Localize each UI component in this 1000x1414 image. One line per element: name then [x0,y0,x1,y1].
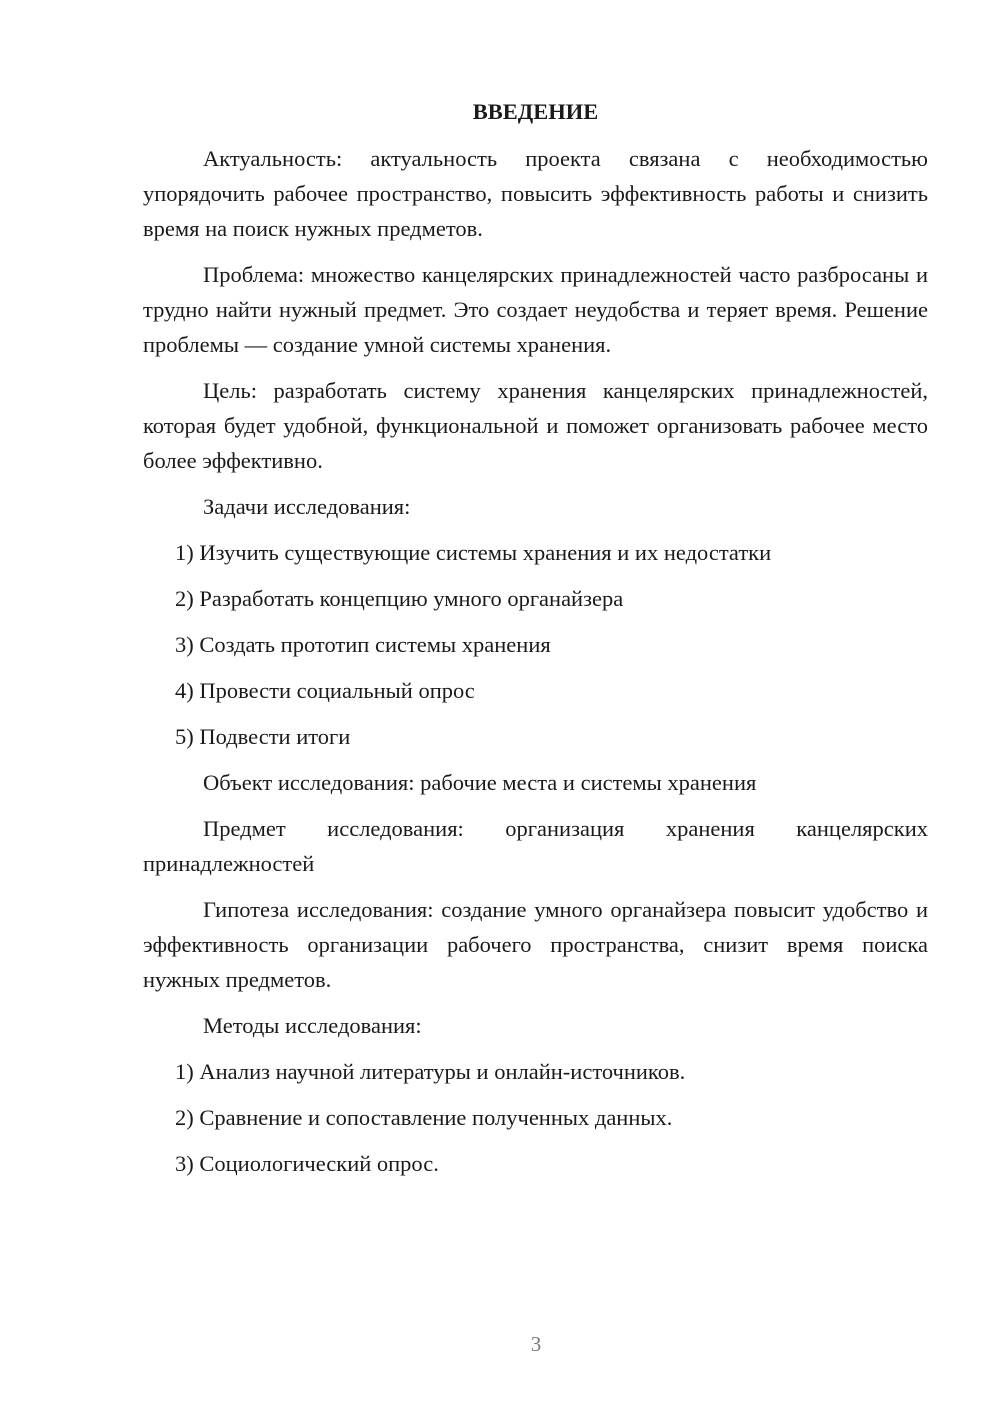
object-paragraph: Объект исследования: рабочие места и системы хранения [203,770,757,795]
document-body [143,94,928,1192]
list-item: 2) Разработать концепцию умного органайзера [175,586,624,611]
list-item: 5) Подвести итоги [175,724,351,749]
tasks-heading: Задачи исследования: [203,494,411,519]
methods-heading: Методы исследования: [203,1013,422,1038]
list-item: 2) Сравнение и сопоставление полученных данных. [175,1105,673,1130]
section-title: ВВЕДЕНИЕ [472,99,599,124]
list-item: 3) Создать прототип системы хранения [175,632,551,657]
subject-paragraph: Предмет исследования: организация хранения канцелярских принадлежностей [143,816,928,876]
list-item: 4) Провести социальный опрос [175,678,475,703]
list-item: 1) Изучить существующие системы хранения и их недостатки [175,540,772,565]
hypothesis-paragraph: Гипотеза исследования: создание умного органайзера повысит удобство и эффективность организации рабочего пространства, снизит время поиска нужных предметов. [143,897,928,992]
tasks-list [143,535,928,754]
problem-paragraph: Проблема: множество канцелярских принадлежностей часто разбросаны и трудно найти нужный предмет. Это создает неудобства и теряет время. Решение проблемы — создание умной системы хранения. [143,262,928,357]
list-item: 3) Социологический опрос. [175,1151,439,1176]
methods-list [143,1054,928,1181]
relevance-paragraph: Актуальность: актуальность проекта связана с необходимостью упорядочить рабочее пространство, повысить эффективность работы и снизить время на поиск нужных предметов. [143,146,928,241]
page-number: 3 [530,1332,542,1356]
list-item: 1) Анализ научной литературы и онлайн-источников. [175,1059,686,1084]
goal-paragraph: Цель: разработать систему хранения канцелярских принадлежностей, которая будет удобной, функциональной и поможет организовать рабочее место более эффективно. [143,378,928,473]
